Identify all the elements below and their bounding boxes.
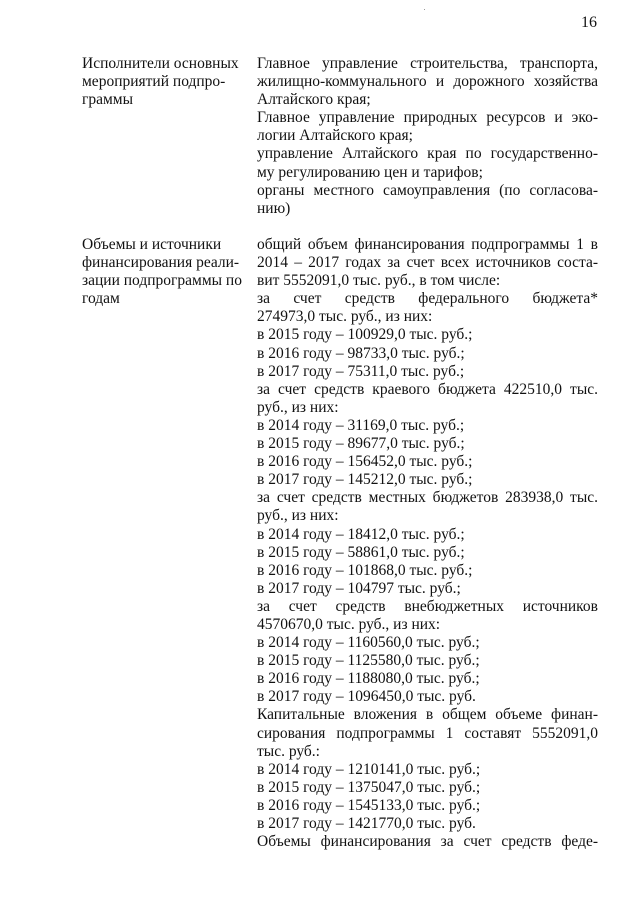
- text-line: 4570670,0 тыс. руб., из них:: [257, 615, 441, 633]
- text-line: в 2016 году – 1188080,0 тыс. руб.;: [257, 670, 480, 688]
- scan-dot: [424, 9, 425, 10]
- text-line: в 2015 году – 89677,0 тыс. руб.;: [257, 435, 465, 453]
- text-line: в 2017 году – 1421770,0 тыс. руб.: [257, 815, 476, 832]
- text-line: за счет средств краевого бюджета 422510,0 тыс.: [257, 380, 598, 398]
- text-line: нию): [257, 199, 291, 217]
- text-line: органы местного самоуправления (по согласова-: [257, 181, 598, 199]
- text-line: 2014 – 2017 годах за счет всех источников соста-: [257, 254, 598, 272]
- text-line: в 2015 году – 1125580,0 тыс. руб.;: [257, 652, 480, 670]
- text-line: в 2016 году – 1545133,0 тыс. руб.;: [257, 796, 481, 814]
- text-line: тыс. руб.:: [257, 742, 320, 760]
- label-line: годам: [82, 290, 120, 307]
- text-line: Капитальные вложения в общем объеме финан-: [257, 706, 598, 724]
- text-line: в 2016 году – 156452,0 тыс. руб.;: [257, 453, 473, 471]
- text-line: му регулированию цен и тарифов;: [257, 163, 483, 181]
- text-line: руб., из них:: [257, 507, 339, 525]
- text-line: в 2017 году – 75311,0 тыс. руб.;: [257, 362, 465, 380]
- text-line: Главное управление природных ресурсов и эко-: [257, 109, 598, 127]
- executors-content: [257, 55, 598, 218]
- text-line: вит 5552091,0 тыс. руб., в том числе:: [257, 272, 501, 290]
- text-line: Алтайского края;: [257, 91, 371, 109]
- label-line: граммы: [82, 91, 134, 108]
- text-line: в 2017 году – 104797 тыс. руб.;: [257, 579, 461, 597]
- text-line: в 2015 году – 58861,0 тыс. руб.;: [257, 543, 465, 561]
- text-line: логии Алтайского края;: [257, 127, 413, 145]
- label-line: финансирования реали-: [82, 254, 240, 271]
- financing-label: [82, 236, 247, 308]
- text-line: в 2017 году – 1096450,0 тыс. руб.: [257, 688, 476, 706]
- executors-label: [82, 55, 247, 109]
- text-line: в 2014 году – 1210141,0 тыс. руб.;: [257, 760, 481, 778]
- text-line: в 2014 году – 31169,0 тыс. руб.;: [257, 416, 465, 434]
- text-line: в 2016 году – 98733,0 тыс. руб.;: [257, 344, 465, 362]
- text-line: 274973,0 тыс. руб., из них:: [257, 308, 433, 326]
- text-line: жилищно-коммунального и дорожного хозяйства: [257, 73, 598, 91]
- text-line: за счет средств внебюджетных источников: [257, 597, 598, 615]
- page-number: 16: [581, 14, 597, 31]
- text-line: управление Алтайского края по государственно-: [257, 145, 598, 163]
- text-line: в 2015 году – 1375047,0 тыс. руб.;: [257, 778, 481, 796]
- text-line: общий объем финансирования подпрограммы 1 в: [257, 236, 598, 253]
- text-line: сирования подпрограммы 1 составят 5552091,0: [257, 724, 598, 742]
- label-line: мероприятий подпро-: [82, 73, 226, 90]
- text-line: в 2014 году – 18412,0 тыс. руб.;: [257, 525, 465, 543]
- label-line: зации подпрограммы по: [82, 272, 242, 289]
- text-line: в 2017 году – 145212,0 тыс. руб.;: [257, 471, 473, 489]
- text-line: Объемы финансирования за счет средств феде-: [257, 833, 598, 851]
- text-line: в 2014 году – 1160560,0 тыс. руб.;: [257, 634, 480, 652]
- financing-content: [257, 236, 598, 851]
- text-line: за счет средств федерального бюджета*: [257, 290, 598, 308]
- text-line: в 2016 году – 101868,0 тыс. руб.;: [257, 561, 473, 579]
- text-line: Главное управление строительства, транспорта,: [257, 55, 598, 72]
- label-line: Объемы и источники: [82, 236, 222, 253]
- text-line: в 2015 году – 100929,0 тыс. руб.;: [257, 326, 473, 344]
- text-line: руб., из них:: [257, 398, 339, 416]
- label-line: Исполнители основных: [82, 55, 239, 72]
- text-line: за счет средств местных бюджетов 283938,0 тыс.: [257, 489, 598, 507]
